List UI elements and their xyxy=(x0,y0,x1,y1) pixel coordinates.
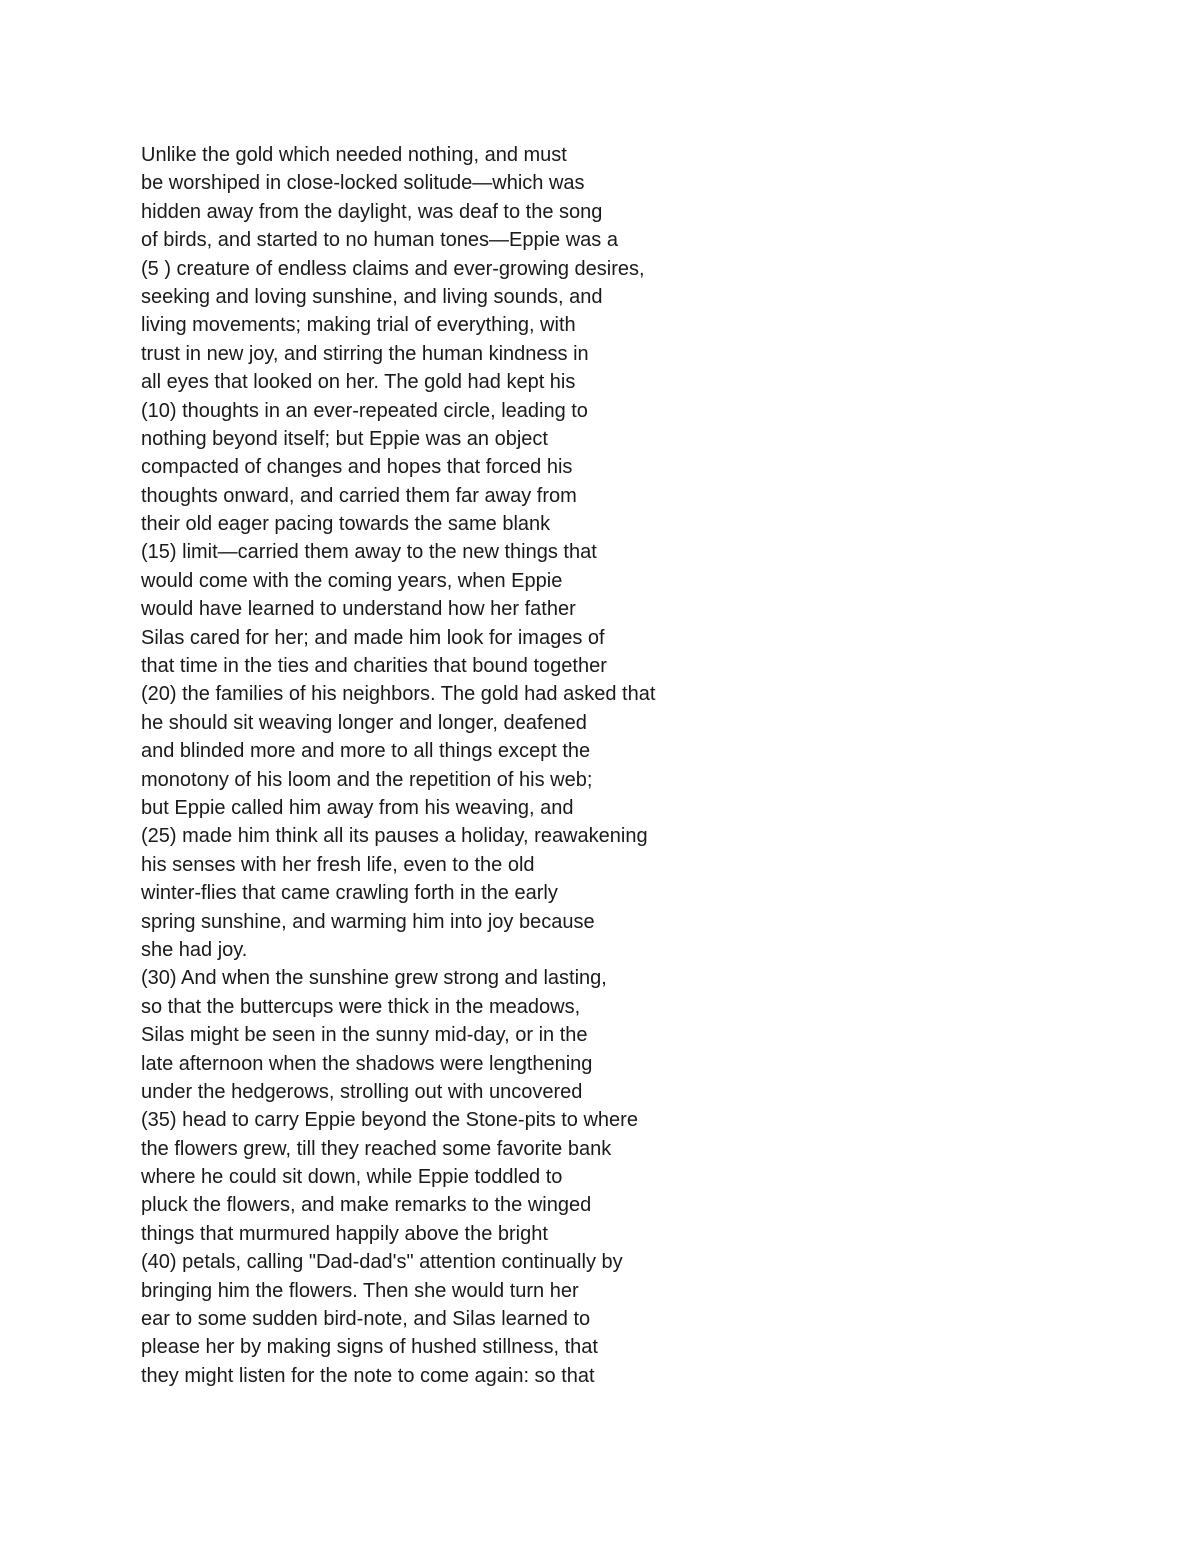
passage-line: (15) limit—carried them away to the new things that xyxy=(141,541,597,564)
passage-line: be worshiped in close-locked solitude—which was xyxy=(141,172,585,195)
passage-line: things that murmured happily above the bright xyxy=(141,1222,548,1245)
passage-line: (25) made him think all its pauses a holiday, reawakening xyxy=(141,825,648,848)
passage-line: ear to some sudden bird-note, and Silas learned to xyxy=(141,1308,591,1331)
passage-line: Silas cared for her; and made him look for images of xyxy=(141,626,605,649)
passage-text xyxy=(141,141,655,1390)
passage-line: (40) petals, calling "Dad-dad's" attention continually by xyxy=(141,1251,623,1274)
passage-line: Silas might be seen in the sunny mid-day, or in the xyxy=(141,1024,588,1047)
passage-line: his senses with her fresh life, even to the old xyxy=(141,853,535,876)
passage-line: monotony of his loom and the repetition of his web; xyxy=(141,768,593,791)
passage-line: (5 ) creature of endless claims and ever-growing desires, xyxy=(141,257,645,280)
passage-line: living movements; making trial of everything, with xyxy=(141,314,576,337)
passage-line: and blinded more and more to all things except the xyxy=(141,740,591,763)
passage-line: he should sit weaving longer and longer, deafened xyxy=(141,711,587,734)
passage-line: the flowers grew, till they reached some favorite bank xyxy=(141,1137,612,1160)
passage-line: please her by making signs of hushed stillness, that xyxy=(141,1336,598,1359)
passage-line: (20) the families of his neighbors. The gold had asked that xyxy=(141,683,656,706)
passage-line: they might listen for the note to come again: so that xyxy=(141,1364,595,1387)
passage-line: of birds, and started to no human tones—Eppie was a xyxy=(141,229,618,252)
passage-line: thoughts onward, and carried them far away from xyxy=(141,484,577,507)
passage-line: bringing him the flowers. Then she would turn her xyxy=(141,1279,579,1302)
passage-line: where he could sit down, while Eppie toddled to xyxy=(141,1166,563,1189)
passage-line: Unlike the gold which needed nothing, and must xyxy=(141,144,567,166)
passage-line: winter-flies that came crawling forth in the early xyxy=(141,882,558,905)
passage-line: hidden away from the daylight, was deaf to the song xyxy=(141,200,603,223)
passage-line: under the hedgerows, strolling out with uncovered xyxy=(141,1080,583,1103)
passage-line: would come with the coming years, when Eppie xyxy=(141,569,563,592)
passage-line: pluck the flowers, and make remarks to the winged xyxy=(141,1194,592,1217)
passage-line: spring sunshine, and warming him into joy because xyxy=(141,910,595,933)
passage-line: seeking and loving sunshine, and living sounds, and xyxy=(141,285,603,308)
passage-line: that time in the ties and charities that bound together xyxy=(141,655,607,678)
passage-line: trust in new joy, and stirring the human kindness in xyxy=(141,342,589,365)
passage-line: (35) head to carry Eppie beyond the Stone-pits to where xyxy=(141,1109,638,1132)
passage-line: she had joy. xyxy=(141,938,248,961)
passage-line: (10) thoughts in an ever-repeated circle, leading to xyxy=(141,399,588,422)
passage-line: late afternoon when the shadows were lengthening xyxy=(141,1052,593,1075)
passage-line: would have learned to understand how her father xyxy=(141,598,576,621)
passage-line: but Eppie called him away from his weaving, and xyxy=(141,796,574,819)
passage-line: (30) And when the sunshine grew strong and lasting, xyxy=(141,967,607,990)
passage-line: compacted of changes and hopes that forced his xyxy=(141,456,573,479)
passage-line: nothing beyond itself; but Eppie was an object xyxy=(141,427,548,450)
passage-line: so that the buttercups were thick in the meadows, xyxy=(141,995,581,1018)
passage-line: their old eager pacing towards the same blank xyxy=(141,513,551,536)
passage-line: all eyes that looked on her. The gold had kept his xyxy=(141,371,576,394)
